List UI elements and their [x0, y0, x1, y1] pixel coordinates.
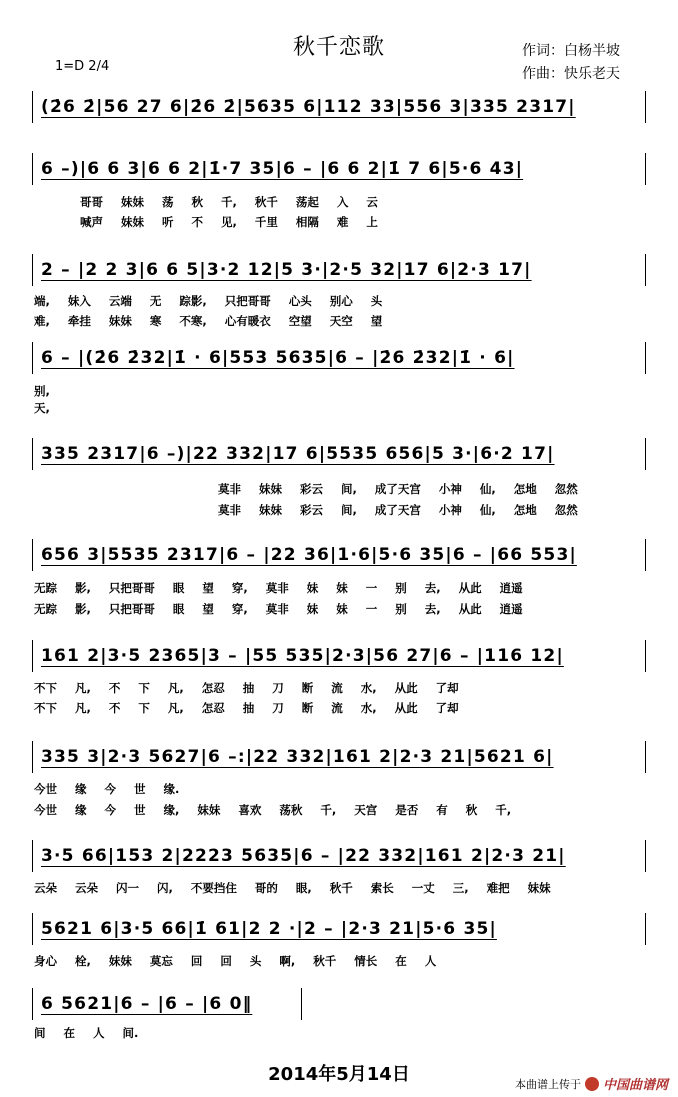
notes: (2̇6 2̇|56 27 6|2̇6 2̇|5635 6|112 33|556 3|335 2317|	[41, 97, 576, 117]
score-line-3	[32, 254, 646, 286]
lyric-line: 天,	[34, 401, 50, 415]
notes: 6 – |(2̇6 2̇32|1̇ · 6|553 5635|6 – |2̇6 2̇32|1̇ · 6|	[41, 348, 515, 368]
upload-text: 本曲谱上传于	[514, 1077, 581, 1091]
lyric-line: 无踪 影, 只把哥哥 眼 望 穿, 莫非 妹 妹 一 别 去, 从此 逍遥	[34, 581, 523, 595]
site-logo-icon	[585, 1077, 599, 1091]
lyric-line: 今世 缘 今 世 缘, 妹妹 喜欢 荡秋 千, 天宫 是否 有 秋 千,	[34, 803, 512, 817]
score-line-7	[32, 640, 646, 672]
score-line-8	[32, 741, 646, 773]
score-line-1	[32, 91, 646, 123]
lyric-line: 不下 凡, 不 下 凡, 怎忍 抽 刀 断 流 水, 从此 了却	[34, 701, 459, 715]
lyric-line: 难, 牵挂 妹妹 寒 不寒, 心有暖衣 空望 天空 望	[34, 314, 383, 328]
notes: 3·5 66|153 2|2223 5635|6 – |22 332|161 2|2·3 21|	[41, 846, 566, 866]
date: 2014年5月14日	[268, 1064, 410, 1085]
credits	[522, 40, 620, 86]
lyric-line: 哥哥 妹妹 荡 秋 千, 秋千 荡起 入 云	[80, 195, 378, 209]
lyric-line: 身心 栓, 妹妹 莫忘 回 回 头 啊, 秋千 情长 在 人	[34, 954, 437, 968]
lyric-line: 别,	[34, 384, 50, 398]
lyric-line: 今世 缘 今 世 缘.	[34, 782, 180, 796]
notes: 5621 6|3·5 66|1̇ 61|2 2 ·|2 – |2·3 21|5·6 35|	[41, 919, 497, 939]
lyric-line: 云朵 云朵 闪一 闪, 不要挡住 哥的 眼, 秋千 索长 一丈 三, 难把 妹妹	[34, 881, 551, 895]
score-line-11	[32, 988, 302, 1020]
score-line-9	[32, 840, 646, 872]
notes: 335 3|2·3 5627|6 –:|22 332|161 2|2·3 21|5621 6|	[41, 747, 554, 767]
notes: 335 2317|6 –)|22 332|17 6|5535 656|5 3·|6·2 17|	[41, 444, 555, 464]
lyric-line: 间 在 人 间.	[34, 1026, 139, 1040]
lyric-line: 不下 凡, 不 下 凡, 怎忍 抽 刀 断 流 水, 从此 了却	[34, 681, 459, 695]
lyric-line: 喊声 妹妹 听 不 见, 千里 相隔 难 上	[80, 215, 378, 229]
song-title: 秋千恋歌	[292, 35, 385, 60]
lyric-line: 莫非 妹妹 彩云 间, 成了天宫 小神 仙, 怎地 忽然	[218, 503, 578, 517]
notes: 6 –)|6 6 3|6 6 2|1̇·7 35|6 – |6 6 2|1̇ 7 6|5·6 43|	[41, 159, 524, 179]
lyric-line: 无踪 影, 只把哥哥 眼 望 穿, 莫非 妹 妹 一 别 去, 从此 逍遥	[34, 602, 523, 616]
notes: 656 3|5535 2317|6 – |22 36|1·6|5·6 35|6 – |66 553|	[41, 545, 577, 565]
score-line-10	[32, 913, 646, 945]
notes: 161 2|3·5 2365|3 – |55 535|2·3|56 27|6 – |116 12|	[41, 646, 564, 666]
lyric-line: 莫非 妹妹 彩云 间, 成了天宫 小神 仙, 怎地 忽然	[218, 482, 578, 496]
composer: 作曲：快乐老天	[522, 66, 620, 82]
score-line-2	[32, 153, 646, 185]
lyric-line: 端, 妹入 云端 无 踪影, 只把哥哥 心头 别心 头	[34, 294, 383, 308]
footer	[515, 1074, 668, 1093]
notes: 6 5621|6 – |6 – |6 0‖	[41, 994, 253, 1014]
score-line-6	[32, 539, 646, 571]
notes: 2 – |2 2 3|6 6 5|3·2 12|5 3·|2·5 32|17 6|2·3 17|	[41, 260, 532, 280]
site-name: 中国曲谱网	[602, 1078, 668, 1093]
score-line-5	[32, 438, 646, 470]
score-line-4	[32, 342, 646, 374]
lyricist: 作词：白杨半坡	[522, 43, 620, 59]
key-signature: 1=D 2/4	[55, 59, 110, 74]
